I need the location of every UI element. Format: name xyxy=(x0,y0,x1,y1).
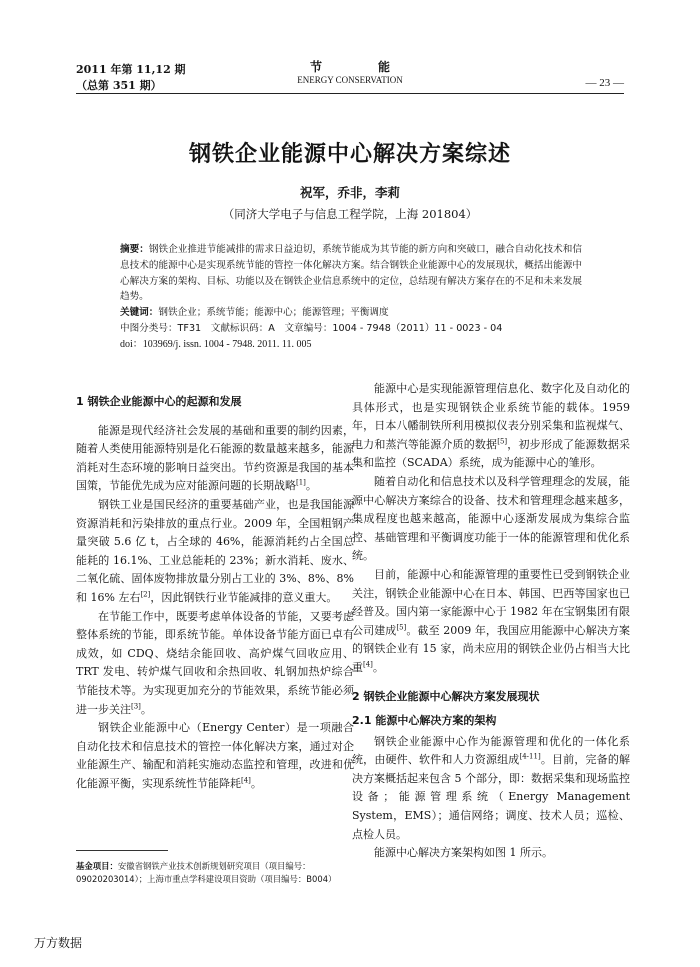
issue-number: 2011 年第 11,12 期 xyxy=(76,63,186,76)
paragraph: 能源是现代经济社会发展的基础和重要的制约因素，随着人类使用能源特别是化石能源的数量越来越多，能源消耗对生态环境的影响日益突出。节约资源是我国的基本国策，节能优先成为应对能源问题的长期战略[1]。 xyxy=(76,423,354,493)
paragraph: 能源中心是实现能源管理信息化、数字化及自动化的具体形式，也是实现钢铁企业系统节能的载体。1959 年，日本八幡制铁所利用模拟仪表分别采集和监视煤气、电力和蒸汽等能源介质的数据[5]，初步形成了能源数据采集和监控（SCADA）系统，成为能源中心的雏形。 xyxy=(352,382,631,470)
keywords xyxy=(120,305,582,321)
journal-name-en: ENERGY CONSERVATION xyxy=(297,75,403,85)
journal-name-cn: 节 能 xyxy=(309,60,412,74)
paragraph: 随着自动化和信息技术以及科学管理理念的发展，能源中心解决方案综合的设备、技术和管理理念越来越多，集成程度也越来越高，能源中心逐渐发展成为集综合监控、基础管理和平衡调度功能于一体的能源管理和优化系统。 xyxy=(352,474,630,563)
article-authors: 祝军，乔非，李莉 xyxy=(299,185,400,200)
paragraph: 钢铁工业是国民经济的重要基础产业，也是我国能源资源消耗和污染排放的重点行业。2009 年，全国粗钢产量突破 5.6 亿 t，占全球的 46%，能源消耗约占全国总能耗的 16.1%、工业总能耗的 23%；新水消耗、废水、二氧化硫、固体废物排放量分别占工业的 3%、8%、8% 和 16% 左右[2]，因此钢铁行业节能减排的意义重大。 xyxy=(76,497,354,604)
citation: [5] xyxy=(396,623,407,632)
subsection-heading-2-1: 2.1 能源中心解决方案的架构 xyxy=(352,714,497,728)
paragraph: 在节能工作中，既要考虑单体设备的节能，又要考虑整体系统的节能，即系统节能。单体设备节能方面已卓有成效，如 CDQ、烧结余能回收、高炉煤气回收应用、TRT 发电、转炉煤气回收和余热回收、轧钢加热炉综合节能技术等。为实现更加充分的节能效果，系统节能必须进一步关注[3]。 xyxy=(76,609,354,716)
header-divider xyxy=(76,93,624,94)
author-affiliation: （同济大学电子与信息工程学院，上海 201804） xyxy=(222,207,478,221)
citation: [5] xyxy=(497,437,508,446)
doi: doi：103969/j. issn. 1004 - 7948. 2011. 11. 005 xyxy=(120,338,312,350)
paragraph: 钢铁企业能源中心（Energy Center）是一项融合自动化技术和信息技术的管控一体化解决方案，通过对企业能源生产、输配和消耗实施动态监控和管理，改进和优化能源平衡，实现系统性节能降耗[4]。 xyxy=(76,721,354,790)
footnote-divider xyxy=(76,850,168,851)
citation: [4] xyxy=(363,660,373,669)
left-column xyxy=(76,393,354,793)
section-heading-2: 2 钢铁企业能源中心解决方案发展现状 xyxy=(352,689,540,703)
keywords-text: 钢铁企业；系统节能；能源中心；能源管理；平衡调度 xyxy=(158,307,389,319)
citation: [3] xyxy=(131,701,141,710)
abstract xyxy=(120,242,582,305)
keywords-label: 关键词： xyxy=(120,307,159,319)
page-number: — 23 — xyxy=(585,77,624,89)
classification-line: 中图分类号：TF31 文献标识码：A 文章编号：1004 - 7948（2011）11 - 0023 - 04 xyxy=(120,322,503,334)
issue-total: （总第 351 期） xyxy=(76,79,162,92)
abstract-text: 钢铁企业推进节能减排的需求日益迫切，系统节能成为其节能的新方向和突破口，融合自动化技术和信息技术的能源中心是实现系统节能的管控一体化解决方案。结合钢铁企业能源中心的发展现状，概括出能源中心解决方案的架构、目标、功能以及在钢铁企业信息系统中的定位，总结现有解决方案存在的不足和未来发展趋势。 xyxy=(120,244,583,303)
citation: [4] xyxy=(241,776,251,785)
article-title: 钢铁企业能源中心解决方案综述 xyxy=(188,141,511,167)
abstract-label: 摘要： xyxy=(120,244,149,255)
citation: [4-11] xyxy=(519,752,541,761)
right-column xyxy=(352,380,630,863)
paragraph: 能源中心解决方案架构如图 1 所示。 xyxy=(374,846,553,860)
section-heading-1: 1 钢铁企业能源中心的起源和发展 xyxy=(76,395,242,408)
funding-footnote xyxy=(76,860,346,886)
citation: [1] xyxy=(296,478,306,487)
abstract-block xyxy=(120,242,582,353)
paragraph: 钢铁企业能源中心作为能源管理和优化的一体化系统，由硬件、软件和人力资源组成[4-11]。目前，完备的解决方案概括起来包含 5 个部分，即：数据采集和现场监控设备；能源管理系统（Energy Management System，EMS）；通信网络；调度、技术人员；巡检、点检人员。 xyxy=(352,734,631,841)
paragraph: 目前，能源中心和能源管理的重要性已受到钢铁企业关注，钢铁企业能源中心在日本、韩国、巴西等国家也已经普及。国内第一家能源中心于 1982 年在宝钢集团有限公司建成[5]。截至 2009 年，我国应用能源中心解决方案的钢铁企业有 15 家，尚未应用的钢铁企业仍占相当大比重[4]。 xyxy=(352,567,630,674)
watermark: 万方数据 xyxy=(34,936,83,950)
footnote-label: 基金项目： xyxy=(76,861,118,871)
footnote-text: 安徽省钢铁产业技术创新规划研究项目（项目编号：09020203014）；上海市重点学科建设项目资助（项目编号：B004） xyxy=(76,861,337,884)
citation: [2] xyxy=(140,590,151,599)
